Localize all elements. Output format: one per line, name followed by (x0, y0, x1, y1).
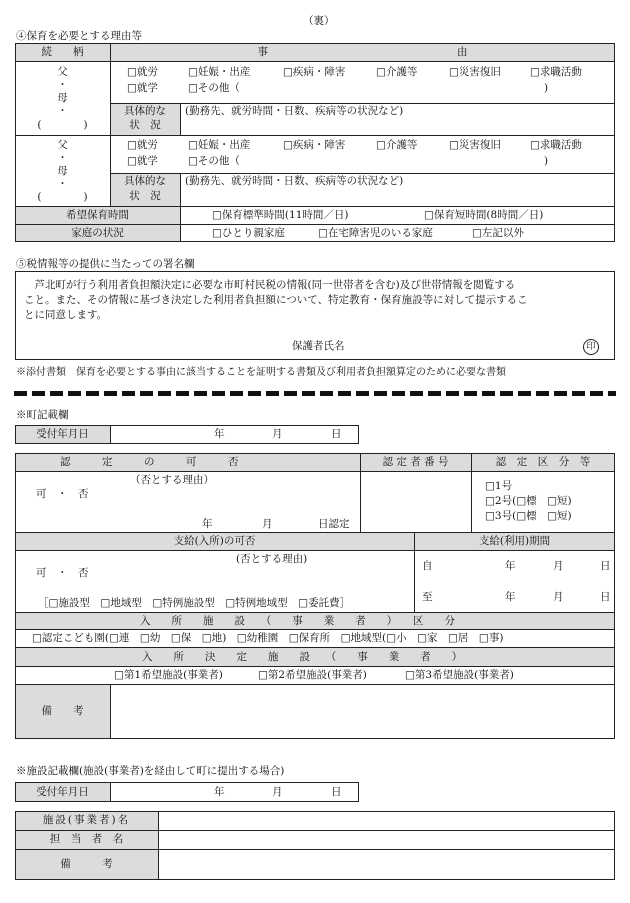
year-label: 年 (214, 786, 225, 798)
section5-title: ⑤税情報等の提供に当たっての署名欄 (16, 258, 195, 270)
admission-decision-header: 入 所 決 定 施 設 （ 事 業 者 ） (142, 651, 463, 663)
hope-time-label: 希望保育時間 (66, 209, 129, 221)
month-label: 月 (272, 786, 283, 798)
specific-hint: (勤務先、就労時間・日数、疾病等の状況など) (185, 175, 404, 187)
year-label: 年 (202, 518, 213, 530)
admission-category-header: 入 所 施 設 （ 事 業 者 ） 区 分 (140, 615, 455, 627)
checkbox-disaster[interactable]: □災害復旧 (449, 66, 501, 78)
checkbox-study[interactable]: □就学 (127, 155, 158, 167)
checkbox-work[interactable]: □就労 (127, 66, 158, 78)
checkbox-other-family[interactable]: □左記以外 (472, 227, 524, 239)
period-to-label: 至 (422, 591, 433, 603)
relation-dot: ・ (57, 152, 68, 164)
checkbox-other[interactable]: □その他（ (188, 155, 240, 167)
month-label: 月 (272, 428, 283, 440)
month-label: 月 (553, 560, 564, 572)
supply-kahi: 可 ・ 否 (36, 567, 89, 579)
checkbox-work[interactable]: □就労 (127, 139, 158, 151)
checkbox-standard-time[interactable]: □保育標準時間(11時間／日) (212, 209, 349, 221)
month-label: 月 (262, 518, 273, 530)
relation-dot: ・ (57, 79, 68, 91)
checkbox-single-parent[interactable]: □ひとり親家庭 (212, 227, 285, 239)
day-label: 日 (331, 428, 342, 440)
other-close-paren: ) (544, 155, 549, 167)
deny-reason-label-2: (否とする理由) (236, 553, 308, 565)
year-label: 年 (214, 428, 225, 440)
checkbox-choice-1[interactable]: □第1希望施設(事業者) (114, 669, 223, 681)
deny-reason-label: （否とする理由） (130, 474, 214, 486)
facility-remarks-label: 備 考 (60, 858, 113, 870)
period-from-label: 自 (422, 560, 433, 572)
consent-line-2: こと。また、その情報に基づき決定した利用者負担額について、特定教育・保育施設等に対して提示するこ (24, 294, 528, 306)
town-section-title: ※町記載欄 (16, 409, 69, 421)
town-remarks-label: 備 考 (41, 705, 84, 717)
relation-paren: ( ) (37, 119, 88, 131)
checkbox-other[interactable]: □その他（ (188, 82, 240, 94)
column-reason: 事 由 (257, 46, 468, 58)
seal-mark: 印 (583, 339, 599, 355)
checkbox-class-2[interactable]: □2号(□標 □短) (485, 495, 572, 507)
specific-hint: (勤務先、就労時間・日数、疾病等の状況など) (185, 105, 404, 117)
checkbox-pregnancy[interactable]: □妊娠・出産 (188, 139, 251, 151)
checkbox-choice-2[interactable]: □第2希望施設(事業者) (258, 669, 367, 681)
section4-title: ④保育を必要とする理由等 (16, 30, 142, 42)
facility-name-label: 施設(事業者)名 (42, 814, 131, 826)
specific-label: 具体的な (124, 105, 166, 117)
guardian-name-label: 保護者氏名 (292, 340, 345, 352)
month-label: 月 (553, 591, 564, 603)
checkbox-illness[interactable]: □疾病・障害 (283, 66, 346, 78)
checkbox-pregnancy[interactable]: □妊娠・出産 (188, 66, 251, 78)
other-close-paren: ) (544, 82, 549, 94)
approval-number-header: 認 定 者 番 号 (382, 456, 449, 468)
day-label: 日 (331, 786, 342, 798)
supply-header: 支給(入所)の可否 (173, 535, 256, 547)
attachment-note: ※添付書類 保育を必要とする事由に該当することを証明する書類及び利用者負担額算定のために必要な書類 (16, 367, 506, 378)
specific-label: 具体的な (124, 175, 166, 187)
person-in-charge-label: 担 当 者 名 (49, 833, 124, 845)
checkbox-care[interactable]: □介護等 (376, 66, 418, 78)
checkbox-job-search[interactable]: □求職活動 (530, 66, 582, 78)
family-status-label: 家庭の状況 (71, 227, 124, 239)
approval-header: 認 定 の 可 否 (60, 456, 239, 468)
town-receipt-label: 受付年月日 (36, 428, 89, 440)
checkbox-disaster[interactable]: □災害復旧 (449, 139, 501, 151)
relation-mother-1: 母 (57, 92, 68, 104)
checkbox-illness[interactable]: □疾病・障害 (283, 139, 346, 151)
facility-type-options[interactable]: ［□施設型 □地域型 □特例施設型 □特例地域型 □委託費］ (38, 597, 351, 609)
year-label: 年 (505, 560, 516, 572)
relation-dot: ・ (57, 178, 68, 190)
day-label: 日 (600, 560, 611, 572)
relation-paren: ( ) (37, 191, 88, 203)
relation-dot: ・ (57, 105, 68, 117)
checkbox-choice-3[interactable]: □第3希望施設(事業者) (405, 669, 514, 681)
specific-label-2: 状 況 (129, 190, 161, 202)
cut-line (14, 391, 616, 396)
checkbox-class-1[interactable]: □1号 (485, 480, 513, 492)
consent-line-1: 芦北町が行う利用者負担額決定に必要な市町村民税の情報(同一世帯者を含む)及び世帯情報を閲覧する (24, 279, 516, 291)
supply-period-header: 支給(利用)期間 (478, 535, 551, 547)
approval-date-day: 日認定 (318, 518, 350, 530)
facility-section-title: ※施設記載欄(施設(事業者)を経由して町に提出する場合) (16, 765, 285, 777)
approval-class-header: 認 定 区 分 等 (495, 456, 591, 468)
relation-father-2: 父 (57, 139, 68, 151)
specific-label-2: 状 況 (129, 119, 161, 131)
checkbox-study[interactable]: □就学 (127, 82, 158, 94)
day-label: 日 (600, 591, 611, 603)
column-relation: 続 柄 (41, 46, 84, 58)
checkbox-disabled-child[interactable]: □在宅障害児のいる家庭 (318, 227, 433, 239)
checkbox-care[interactable]: □介護等 (376, 139, 418, 151)
admission-category-options[interactable]: □認定こども園(□連 □幼 □保 □地) □幼稚園 □保育所 □地域型(□小 □家 □居 □事) (32, 632, 504, 644)
back-side-label: （裏） (303, 15, 335, 27)
checkbox-job-search[interactable]: □求職活動 (530, 139, 582, 151)
approval-kahi: 可 ・ 否 (36, 488, 89, 500)
relation-mother-2: 母 (57, 165, 68, 177)
facility-receipt-label: 受付年月日 (36, 786, 89, 798)
consent-line-3: とに同意します。 (24, 309, 108, 321)
relation-father-1: 父 (57, 66, 68, 78)
checkbox-class-3[interactable]: □3号(□標 □短) (485, 510, 572, 522)
checkbox-short-time[interactable]: □保育短時間(8時間／日) (424, 209, 544, 221)
year-label: 年 (505, 591, 516, 603)
